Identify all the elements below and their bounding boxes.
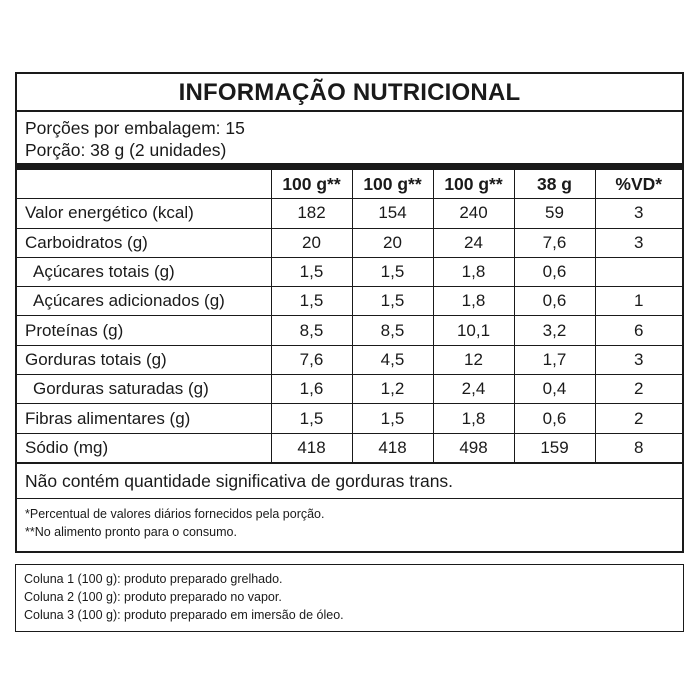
nutrient-label: Proteínas (g) xyxy=(17,316,271,345)
column-note: Coluna 1 (100 g): produto preparado grelhado. xyxy=(24,572,283,586)
nutrient-label: Sódio (mg) xyxy=(17,433,271,463)
table-row xyxy=(17,433,682,463)
nutrient-value: 1,5 xyxy=(352,404,433,433)
nutrient-value: 10,1 xyxy=(433,316,514,345)
nutrient-label: Açúcares adicionados (g) xyxy=(17,287,271,316)
nutrient-value: 2,4 xyxy=(433,375,514,404)
nutrient-value: 3 xyxy=(595,199,682,228)
nutrient-value: 12 xyxy=(433,345,514,374)
column-header: 100 g** xyxy=(433,170,514,199)
nutrient-value: 0,6 xyxy=(514,257,595,286)
nutrient-value: 1,5 xyxy=(271,287,352,316)
panel-title: INFORMAÇÃO NUTRICIONAL xyxy=(17,74,682,112)
nutrient-value: 1 xyxy=(595,287,682,316)
nutrient-value: 2 xyxy=(595,375,682,404)
table-row xyxy=(17,257,682,286)
nutrient-value: 3 xyxy=(595,345,682,374)
nutrient-value: 20 xyxy=(271,228,352,257)
nutrient-label: Gorduras totais (g) xyxy=(17,345,271,374)
nutrient-value: 8 xyxy=(595,433,682,463)
column-header: 100 g** xyxy=(271,170,352,199)
nutrient-value: 8,5 xyxy=(352,316,433,345)
nutrient-value: 154 xyxy=(352,199,433,228)
table-row xyxy=(17,404,682,433)
nutrient-value: 1,8 xyxy=(433,287,514,316)
nutrient-value: 0,6 xyxy=(514,287,595,316)
nutrient-value: 1,2 xyxy=(352,375,433,404)
nutrient-value: 418 xyxy=(352,433,433,463)
table-row xyxy=(17,316,682,345)
nutrient-value: 1,8 xyxy=(433,257,514,286)
column-note: Coluna 3 (100 g): produto preparado em imersão de óleo. xyxy=(24,608,344,622)
nutrient-value: 20 xyxy=(352,228,433,257)
nutrient-value: 418 xyxy=(271,433,352,463)
nutrient-value: 1,5 xyxy=(352,287,433,316)
nutrient-label: Gorduras saturadas (g) xyxy=(17,375,271,404)
table-row xyxy=(17,287,682,316)
table-row xyxy=(17,345,682,374)
portion-size: Porção: 38 g (2 unidades) xyxy=(25,140,227,160)
nutrient-value: 240 xyxy=(433,199,514,228)
table-row xyxy=(17,228,682,257)
footnote: *Percentual de valores diários fornecidos pela porção. xyxy=(25,506,325,521)
nutrient-value: 3 xyxy=(595,228,682,257)
table-row xyxy=(17,375,682,404)
nutrient-value: 0,6 xyxy=(514,404,595,433)
nutrient-value: 7,6 xyxy=(514,228,595,257)
nutrient-label: Fibras alimentares (g) xyxy=(17,404,271,433)
nutrient-value: 3,2 xyxy=(514,316,595,345)
servings-info xyxy=(17,112,682,170)
footnotes xyxy=(17,499,682,541)
nutrient-value: 498 xyxy=(433,433,514,463)
column-header: 100 g** xyxy=(352,170,433,199)
nutrient-value: 182 xyxy=(271,199,352,228)
column-notes-box xyxy=(15,564,684,632)
nutrient-value: 1,5 xyxy=(271,257,352,286)
column-note: Coluna 2 (100 g): produto preparado no vapor. xyxy=(24,590,282,604)
table-header-row xyxy=(17,170,682,199)
nutrient-value: 1,5 xyxy=(352,257,433,286)
nutrient-value: 1,7 xyxy=(514,345,595,374)
nutrient-value: 1,5 xyxy=(271,404,352,433)
nutrition-facts-panel xyxy=(15,72,684,553)
nutrient-value: 2 xyxy=(595,404,682,433)
nutrient-value: 7,6 xyxy=(271,345,352,374)
trans-fat-note: Não contém quantidade significativa de gorduras trans. xyxy=(17,464,682,499)
nutrient-value xyxy=(595,257,682,286)
footnote: **No alimento pronto para o consumo. xyxy=(25,524,237,539)
nutrient-value: 59 xyxy=(514,199,595,228)
header-label-cell xyxy=(17,170,271,199)
nutrient-value: 1,6 xyxy=(271,375,352,404)
nutrient-value: 6 xyxy=(595,316,682,345)
nutrient-value: 0,4 xyxy=(514,375,595,404)
servings-per-package: Porções por embalagem: 15 xyxy=(25,118,245,138)
column-header: %VD* xyxy=(595,170,682,199)
nutrient-value: 24 xyxy=(433,228,514,257)
nutrition-table xyxy=(17,170,682,464)
nutrient-value: 1,8 xyxy=(433,404,514,433)
nutrient-value: 8,5 xyxy=(271,316,352,345)
nutrient-label: Valor energético (kcal) xyxy=(17,199,271,228)
nutrient-value: 4,5 xyxy=(352,345,433,374)
nutrient-label: Carboidratos (g) xyxy=(17,228,271,257)
column-header: 38 g xyxy=(514,170,595,199)
table-row xyxy=(17,199,682,228)
nutrient-label: Açúcares totais (g) xyxy=(17,257,271,286)
nutrient-value: 159 xyxy=(514,433,595,463)
